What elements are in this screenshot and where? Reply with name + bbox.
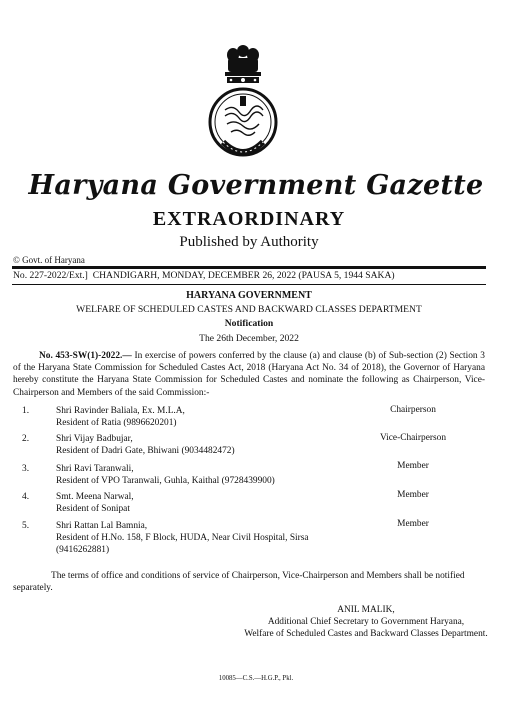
rule-bottom (12, 284, 486, 285)
signatory-department: Welfare of Scheduled Castes and Backward Classes Department. (244, 629, 488, 640)
department-heading: WELFARE OF SCHEDULED CASTES AND BACKWARD CLASSES DEPARTMENT (76, 304, 422, 315)
notification-ref: No. 453-SW(1)-2022.— (39, 351, 132, 361)
gazette-title: Haryana Government Gazette (28, 170, 484, 201)
closing-paragraph: The terms of office and conditions of service of Chairperson, Vice-Chairperson and Members shall be notified separately. (13, 571, 465, 594)
notification-body (13, 350, 485, 399)
member-number: 3. (22, 464, 30, 474)
notification-heading: Notification (224, 318, 274, 329)
copyright-notice: © Govt. of Haryana (13, 255, 85, 265)
member-role: Member (397, 490, 429, 500)
signatory-designation: Additional Chief Secretary to Government Haryana, (267, 617, 465, 628)
notification-text: In exercise of powers conferred by the clause (a) and clause (b) of Sub-section (2) Section 3 of the Haryana State Commission for Scheduled Castes Act, 2018 (Haryana Act No. 34 of 2018), the Governor of Haryana hereby constitute the Haryana State Commission for Scheduled Castes and nominate the following as Chairperson, Vice-Chairperson and Members of the said Commission:- (13, 351, 485, 398)
member-number: 4. (22, 492, 30, 502)
edition-label: EXTRAORDINARY (152, 208, 346, 230)
member-name: Smt. Meena Narwal, (56, 492, 134, 502)
member-address: Resident of VPO Taranwali, Guhla, Kaithal (9728439900) (56, 476, 275, 486)
member-number: 5. (22, 521, 30, 531)
member-name: Shri Ravinder Baliala, Ex. M.L.A, (56, 406, 185, 416)
member-number: 1. (22, 406, 30, 416)
issue-number: No. 227-2022/Ext.] (13, 270, 88, 281)
printer-imprint: 10085—C.S.—H.G.P., Pkl. (218, 675, 294, 682)
member-address: Resident of Ratia (9896620201) (56, 418, 177, 428)
member-address-phone: (9416262881) (56, 545, 110, 555)
member-address: Resident of Dadri Gate, Bhiwani (9034482472) (56, 446, 235, 456)
member-role: Member (397, 519, 429, 529)
issue-line (13, 270, 485, 281)
published-by-authority: Published by Authority (179, 234, 319, 250)
member-name: Shri Ravi Taranwali, (56, 464, 134, 474)
government-heading: HARYANA GOVERNMENT (186, 290, 312, 301)
member-role: Member (397, 461, 429, 471)
signatory-name: ANIL MALIK, (337, 605, 395, 615)
issue-details: CHANDIGARH, MONDAY, DECEMBER 26, 2022 (PAUSA 5, 1944 SAKA) (92, 270, 395, 281)
signature-block (196, 604, 512, 641)
rule-top (12, 266, 486, 269)
member-role: Chairperson (390, 405, 436, 415)
member-name: Shri Rattan Lal Bamnia, (56, 521, 148, 531)
member-address: Resident of Sonipat (56, 504, 130, 514)
member-address: Resident of H.No. 158, F Block, HUDA, Near Civil Hospital, Sirsa (56, 533, 309, 543)
state-emblem-icon (205, 44, 281, 160)
member-number: 2. (22, 434, 30, 444)
member-role: Vice-Chairperson (379, 433, 447, 443)
notification-date: The 26th December, 2022 (199, 333, 299, 344)
member-name: Shri Vijay Badbujar, (56, 434, 133, 444)
